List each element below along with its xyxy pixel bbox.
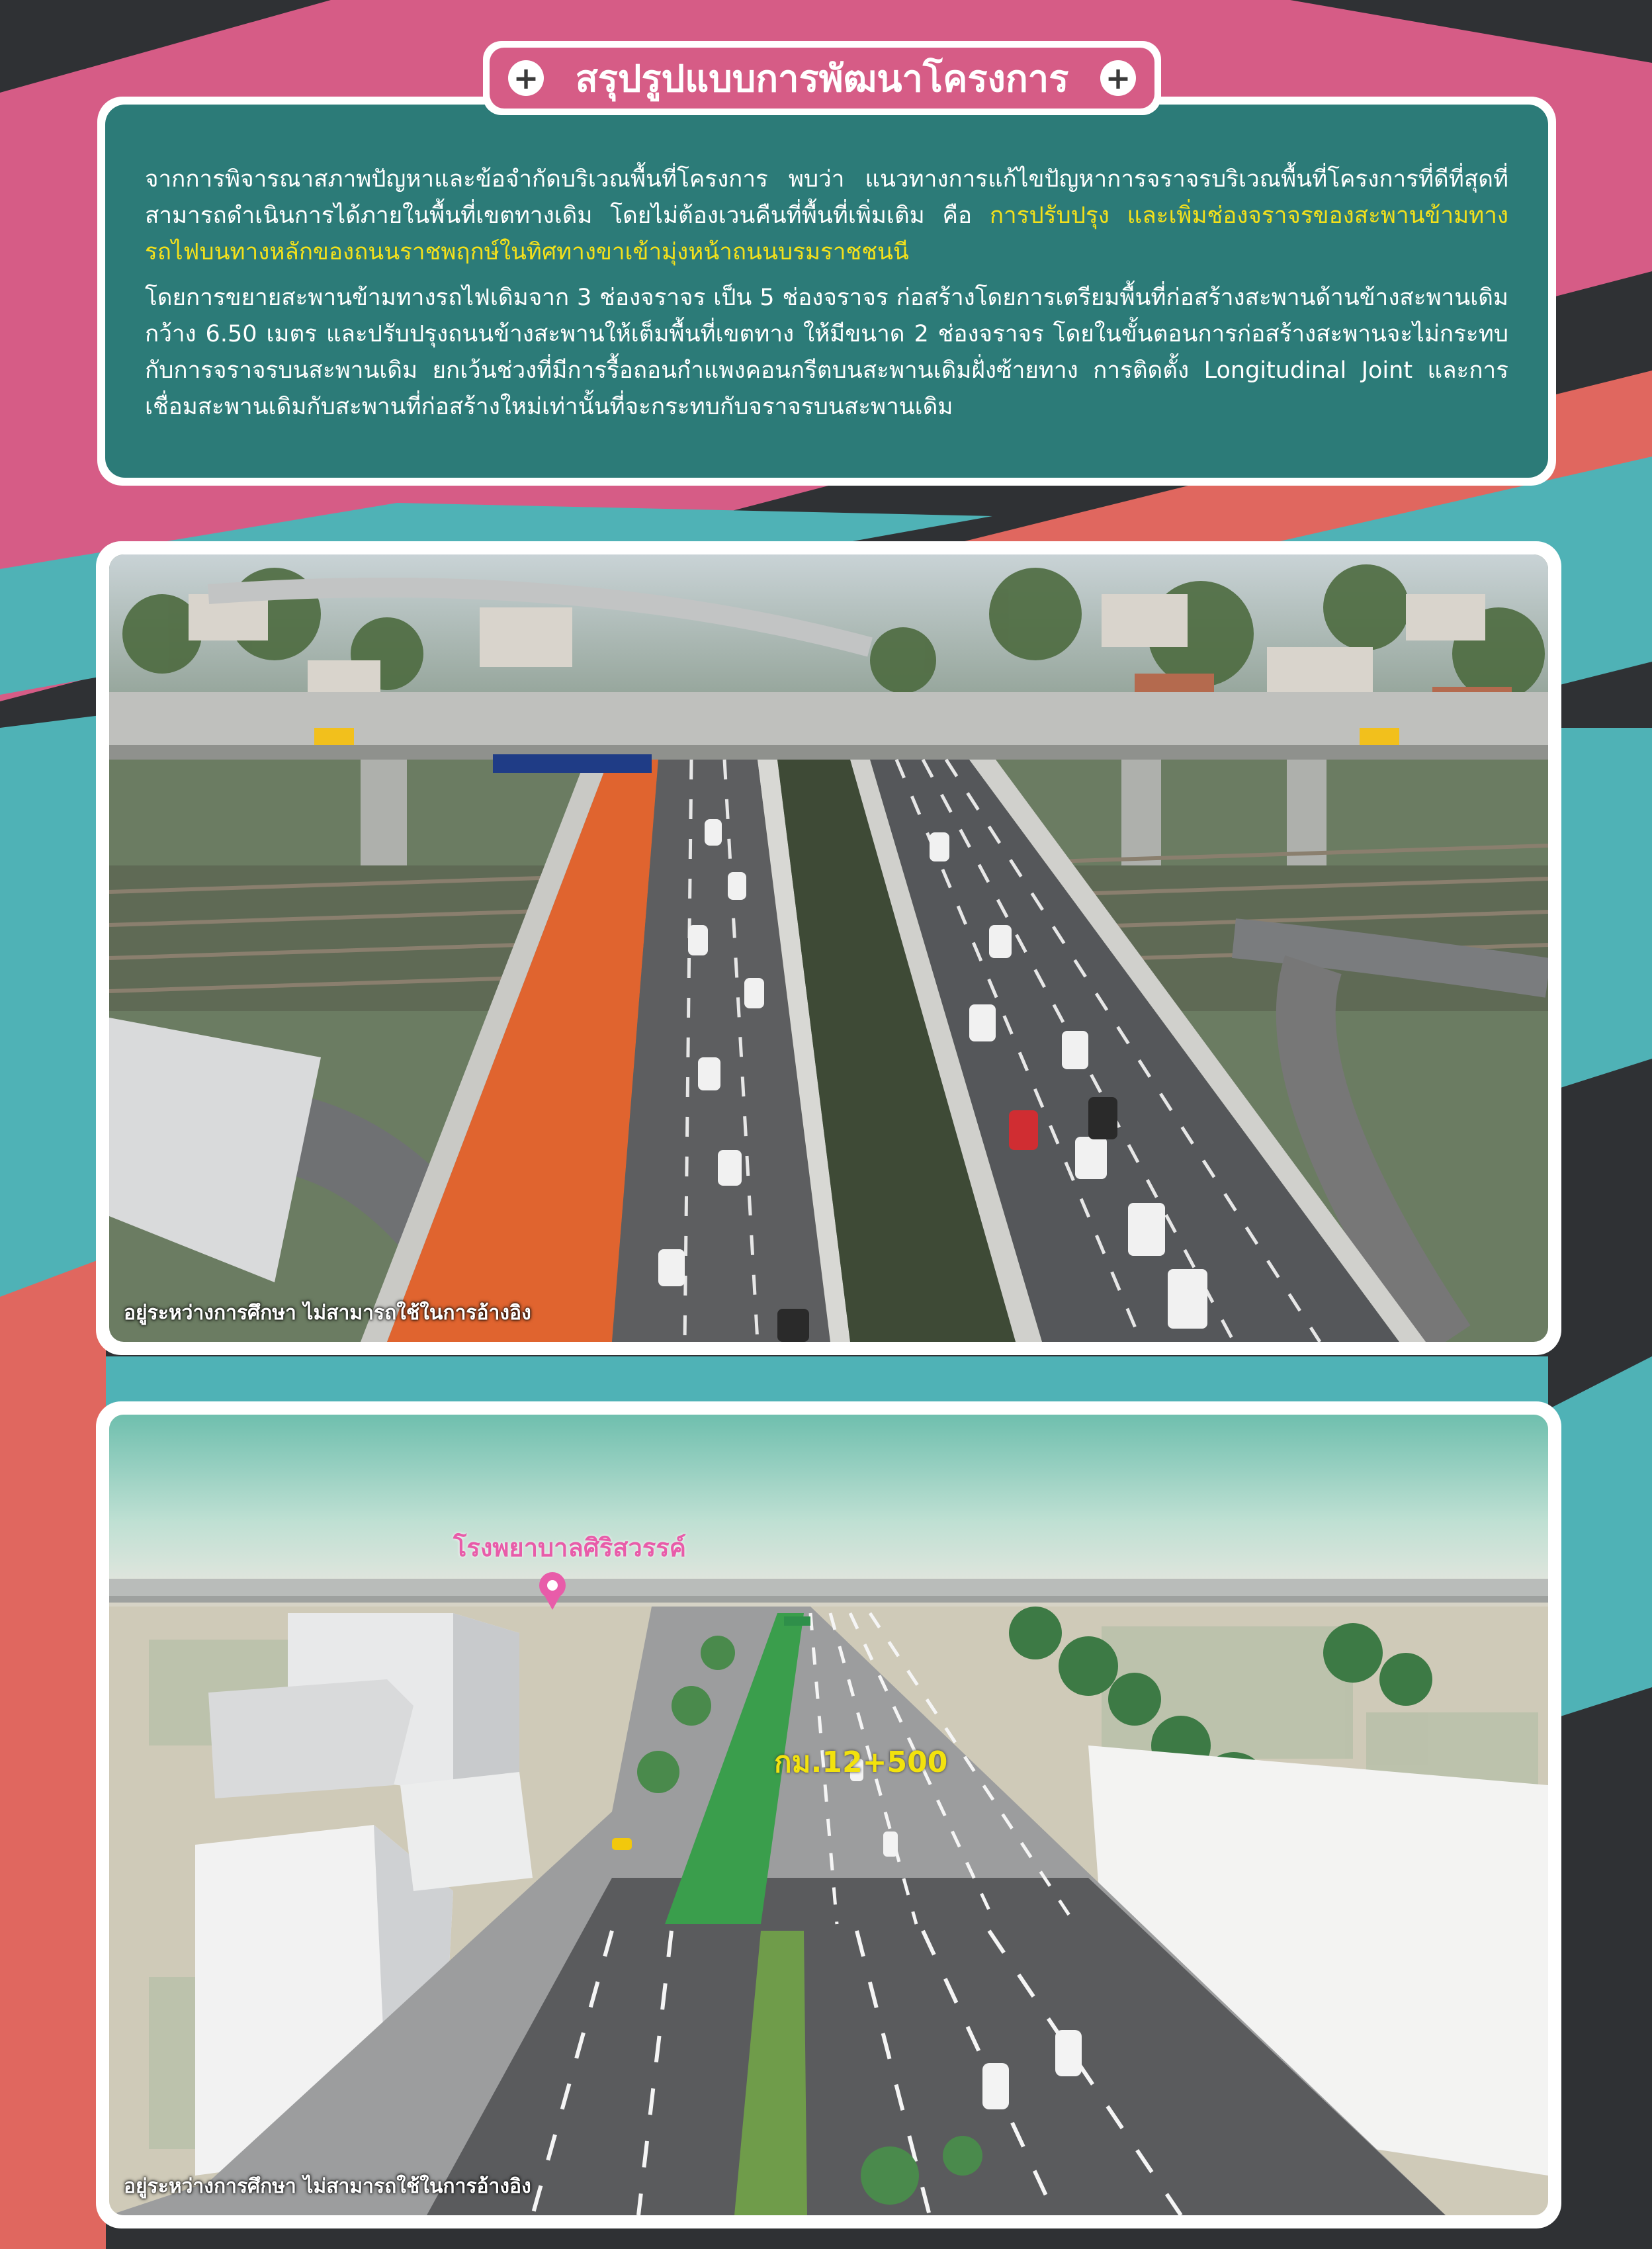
summary-panel-inner <box>105 105 1548 478</box>
aerial-photo <box>109 554 1548 1342</box>
summary-highlight: การปรับปรุง และเพิ่มช่องจราจรของสะพานข้ามทางรถไฟบนทางหลักของถนนราชพฤกษ์ในทิศทางขาเข้ามุ่งหน้าถนนบรมราชชนนี <box>145 202 1508 265</box>
photo-caption-rendering: อยู่ระหว่างการศึกษา ไม่สามารถใช้ในการอ้างอิง <box>124 2175 531 2198</box>
plus-icon: + <box>1100 60 1136 96</box>
km-marker-label: กม.12+500 <box>774 1745 948 1779</box>
rendering-photo <box>109 1415 1548 2215</box>
summary-paragraph-1-text: จากการพิจารณาสภาพปัญหาและข้อจำกัดบริเวณพื้นที่โครงการ พบว่า แนวทางการแก้ไขปัญหาการจราจรบริเวณพื้นที่โครงการที่ดีที่สุดที่สามารถดำเนินการได้ภายในพื้นที่เขตทางเดิม โดยไม่ต้องเวนคืนที่พื้นที่เพิ่มเติม คือ <box>145 166 1508 229</box>
header-pill <box>483 41 1161 115</box>
summary-paragraph-1 <box>145 161 1508 271</box>
page-title: สรุปรูปแบบการพัฒนาโครงการ <box>575 57 1069 101</box>
summary-panel <box>97 97 1556 486</box>
photo-frame-rendering <box>96 1401 1561 2228</box>
summary-paragraph-2: โดยการขยายสะพานข้ามทางรถไฟเดิมจาก 3 ช่องจราจร เป็น 5 ช่องจราจร ก่อสร้างโดยการเตรียมพื้นที่ก่อสร้างสะพานด้านข้างสะพานเดิมกว้าง 6.50 เมตร และปรับปรุงถนนข้างสะพานให้เต็มพื้นที่เขตทาง ให้มีขนาด 2 ช่องจราจร โดยในขั้นตอนการก่อสร้างสะพานจะไม่กระทบกับการจราจรบนสะพานเดิม ยกเว้นช่วงที่มีการรื้อถอนกำแพงคอนกรีตบนสะพานเดิมฝั่งซ้ายทาง การติดตั้ง Longitudinal Joint และการเชื่อมสะพานเดิมกับสะพานที่ก่อสร้างใหม่เท่านั้นที่จะกระทบกับจราจรบนสะพานเดิม <box>145 285 1508 420</box>
plus-icon: + <box>508 60 544 96</box>
hospital-label: โรงพยาบาลศิริสวรรค์ <box>453 1533 687 1562</box>
header-bar <box>490 48 1154 109</box>
aerial-photo-illustration <box>109 554 1548 1342</box>
photo-frame-aerial <box>96 541 1561 1355</box>
photo-caption-aerial: อยู่ระหว่างการศึกษา ไม่สามารถใช้ในการอ้างอิง <box>124 1301 531 1325</box>
rendering-illustration <box>109 1415 1548 2215</box>
